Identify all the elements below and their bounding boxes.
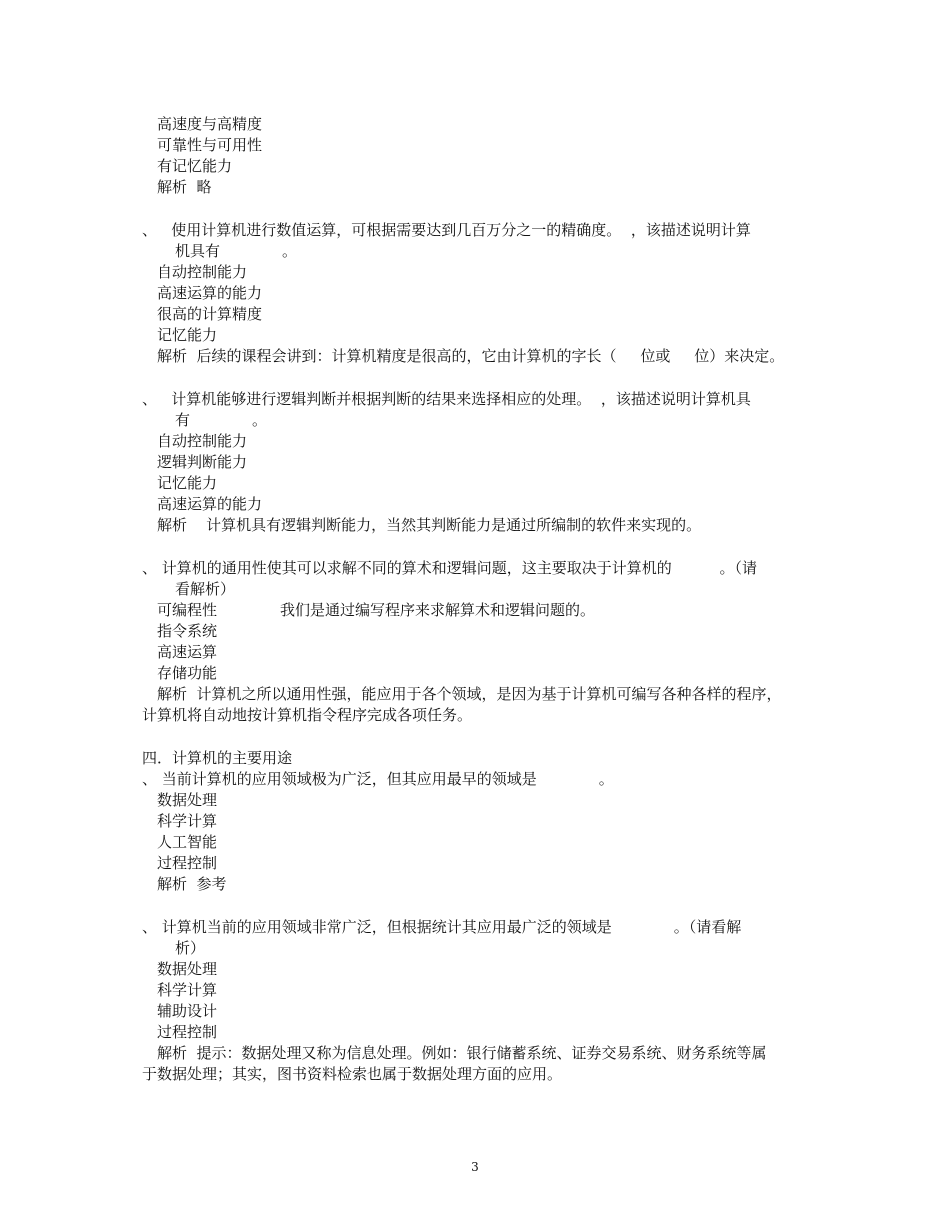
question-stem: 、 计算机的通用性使其可以求解不同的算术和逻辑问题，这主要取决于计算机的 。（请: [142, 559, 757, 577]
page-number: 3: [471, 1160, 479, 1174]
question-stem: 、 计算机当前的应用领域非常广泛，但根据统计其应用最广泛的领域是 。（请看解: [142, 918, 742, 936]
option-line: 高速度与高精度: [157, 115, 263, 133]
option-line: 存储功能: [157, 664, 218, 682]
option-line: 数据处理: [157, 791, 218, 809]
option-line: 高速运算的能力: [157, 495, 263, 513]
option-line: 可靠性与可用性: [157, 136, 263, 154]
option-line: 自动控制能力: [157, 432, 248, 450]
analysis-line: 解析 参考: [157, 875, 227, 893]
option-line: 可编程性: [157, 601, 218, 619]
option-line: 数据处理: [157, 960, 218, 978]
option-line: 人工智能: [157, 833, 218, 851]
question-stem: 机具有 。: [175, 242, 297, 260]
option-line: 有记忆能力: [157, 157, 233, 175]
option-line: 过程控制: [157, 854, 218, 872]
option-line: 科学计算: [157, 812, 218, 830]
analysis-line: 解析 计算机之所以通用性强，能应用于各个领域，是因为基于计算机可编写各种各样的程序，: [157, 685, 782, 703]
question-stem: 看解析）: [175, 580, 236, 598]
analysis-line: 解析 略: [157, 178, 212, 196]
question-stem: 、 当前计算机的应用领域极为广泛，但其应用最早的领域是 。: [142, 770, 614, 788]
option-line: 很高的计算精度: [157, 305, 263, 323]
analysis-line: 于数据处理；其实，图书资料检索也属于数据处理方面的应用。: [142, 1065, 563, 1083]
question-stem: 有 。: [175, 411, 267, 429]
option-line: 高速运算: [157, 643, 218, 661]
option-line: 指令系统: [157, 622, 218, 640]
option-line: 过程控制: [157, 1023, 218, 1041]
option-line: 自动控制能力: [157, 263, 248, 281]
option-line: 科学计算: [157, 981, 218, 999]
option-note: 我们是通过编写程序来求解算术和逻辑问题的。: [280, 601, 596, 619]
analysis-line: 解析 提示：数据处理又称为信息处理。例如：银行储蓄系统、证券交易系统、财务系统等属: [157, 1044, 767, 1062]
option-line: 逻辑判断能力: [157, 453, 248, 471]
analysis-line: 解析 计算机具有逻辑判断能力，当然其判断能力是通过所编制的软件来实现的。: [157, 516, 702, 534]
analysis-line: 解析 后续的课程会讲到：计算机精度是很高的，它由计算机的字长（ 位或 位）来决定。: [157, 347, 785, 365]
option-line: 辅助设计: [157, 1002, 218, 1020]
question-stem: 析）: [175, 939, 206, 957]
question-stem: 、 计算机能够进行逻辑判断并根据判断的结果来选择相应的处理。 ，该描述说明计算机具: [142, 390, 751, 408]
option-line: 记忆能力: [157, 474, 218, 492]
option-line: 记忆能力: [157, 326, 218, 344]
question-stem: 、 使用计算机进行数值运算，可根据需要达到几百万分之一的精确度。 ，该描述说明计算: [142, 221, 751, 239]
analysis-line: 计算机将自动地按计算机指令程序完成各项任务。: [142, 706, 473, 724]
option-line: 高速运算的能力: [157, 284, 263, 302]
section-heading: 四．计算机的主要用途: [142, 749, 293, 767]
